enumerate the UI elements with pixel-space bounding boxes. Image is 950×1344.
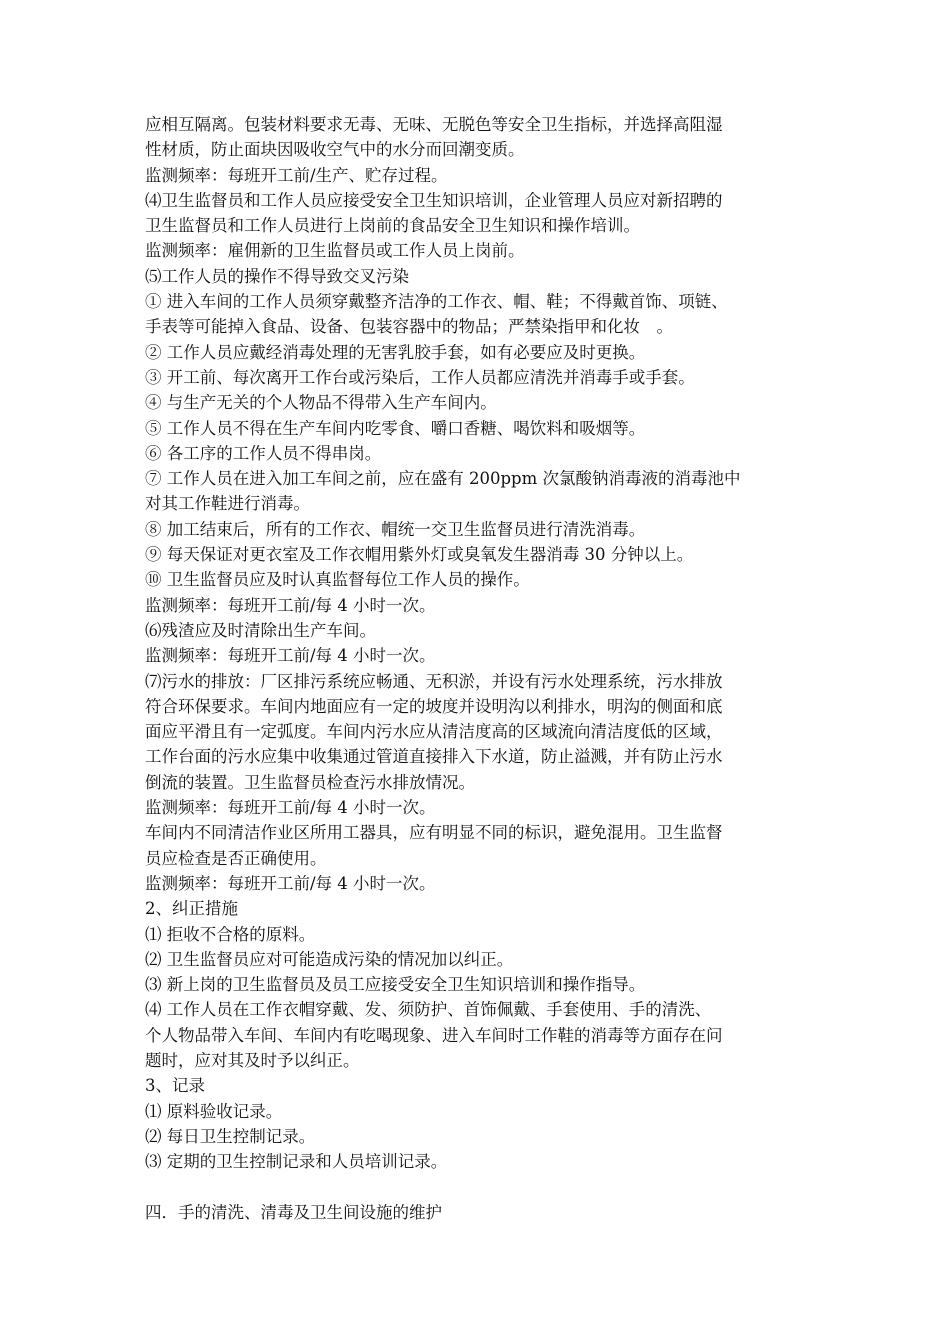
text-line: 应相互隔离。包装材料要求无毒、无味、无脱色等安全卫生指标，并选择高阻湿: [145, 115, 723, 134]
text-line: ② 工作人员应戴经消毒处理的无害乳胶手套，如有必要应及时更换。: [145, 342, 646, 362]
text-line: 性材质，防止面块因吸收空气中的水分而回潮变质。: [145, 140, 525, 160]
section-heading: 四．手的清洗、清毒及卫生间设施的维护: [145, 1202, 442, 1222]
text-line: ⑨ 每天保证对更衣室及工作衣帽用紫外灯或臭氧发生器消毒 30 分钟以上。: [145, 545, 694, 565]
text-line: ⑵ 每日卫生控制记录。: [145, 1126, 316, 1146]
text-line: 符合环保要求。车间内地面应有一定的坡度并设明沟以利排水，明沟的侧面和底: [145, 696, 723, 716]
text-line: ⑩ 卫生监督员应及时认真监督每位工作人员的操作。: [145, 570, 530, 590]
text-line: ⑧ 加工结束后，所有的工作衣、帽统一交卫生监督员进行清洗消毒。: [145, 519, 646, 539]
text-line: 题时，应对其及时予以纠正。: [145, 1050, 360, 1070]
text-line: 倒流的装置。卫生监督员检查污水排放情况。: [145, 772, 475, 792]
text-line: 面应平滑且有一定弧度。车间内污水应从清洁度高的区域流向清洁度低的区域，: [145, 722, 723, 742]
text-line: 工作台面的污水应集中收集通过管道直接排入下水道，防止溢溅，并有防止污水: [145, 747, 723, 767]
text-line: ⑷ 工作人员在工作衣帽穿戴、发、须防护、首饰佩戴、手套使用、手的清洗、: [145, 1000, 712, 1020]
text-line: ⑴ 原料验收记录。: [145, 1101, 283, 1121]
text-line: ⑵ 卫生监督员应对可能造成污染的情况加以纠正。: [145, 949, 514, 969]
text-line: ⑹残渣应及时清除出生产车间。: [145, 620, 376, 640]
text-line: 监测频率：每班开工前/每 4 小时一次。: [145, 646, 436, 666]
text-line: 监测频率：每班开工前/每 4 小时一次。: [145, 798, 436, 818]
text-line: 卫生监督员和工作人员进行上岗前的食品安全卫生知识和操作培训。: [145, 216, 640, 236]
blank-line: [145, 1174, 817, 1199]
text-line: 监测频率：每班开工前/生产、贮存过程。: [145, 165, 448, 185]
text-line: 个人物品带入车间、车间内有吃喝现象、进入车间时工作鞋的消毒等方面存在问: [145, 1025, 723, 1045]
text-line: 对其工作鞋进行消毒。: [145, 494, 310, 514]
text-line: ⑴ 拒收不合格的原料。: [145, 924, 316, 944]
text-line: ③ 开工前、每次离开工作台或污染后，工作人员都应清洗并消毒手或手套。: [145, 367, 695, 387]
text-line: ⑶ 定期的卫生控制记录和人员培训记录。: [145, 1152, 448, 1172]
text-line: ⑦ 工作人员在进入加工车间之前，应在盛有 200ppm 次氯酸钠消毒液的消毒池中: [145, 469, 741, 489]
text-line: 员应检查是否正确使用。: [145, 848, 327, 868]
text-line: 监测频率：每班开工前/每 4 小时一次。: [145, 595, 436, 615]
text-line: 3、记录: [145, 1076, 205, 1096]
text-line: ⑥ 各工序的工作人员不得串岗。: [145, 443, 382, 463]
text-line: ① 进入车间的工作人员须穿戴整齐洁净的工作衣、帽、鞋；不得戴首饰、项链、: [145, 292, 728, 312]
text-line: ⑤ 工作人员不得在生产车间内吃零食、嚼口香糖、喝饮料和吸烟等。: [145, 418, 646, 438]
text-line: ⑶ 新上岗的卫生监督员及员工应接受安全卫生知识培训和操作指导。: [145, 975, 646, 995]
document-page: [145, 112, 817, 1225]
text-line: 监测频率：每班开工前/每 4 小时一次。: [145, 873, 436, 893]
text-line: ⑸工作人员的操作不得导致交叉污染: [145, 266, 409, 286]
text-line: 车间内不同清洁作业区所用工器具，应有明显不同的标识，避免混用。卫生监督: [145, 823, 723, 843]
text-line: ④ 与生产无关的个人物品不得带入生产车间内。: [145, 393, 497, 413]
text-line: 2、纠正措施: [145, 899, 238, 919]
text-line: 手表等可能掉入食品、设备、包装容器中的物品；严禁染指甲和化妆 。: [145, 317, 673, 337]
text-line: ⑷卫生监督员和工作人员应接受安全卫生知识培训，企业管理人员应对新招聘的: [145, 190, 723, 210]
text-line: ⑺污水的排放：厂区排污系统应畅通、无积淤，并设有污水处理系统，污水排放: [145, 671, 723, 691]
text-line: 监测频率：雇佣新的卫生监督员或工作人员上岗前。: [145, 241, 525, 261]
